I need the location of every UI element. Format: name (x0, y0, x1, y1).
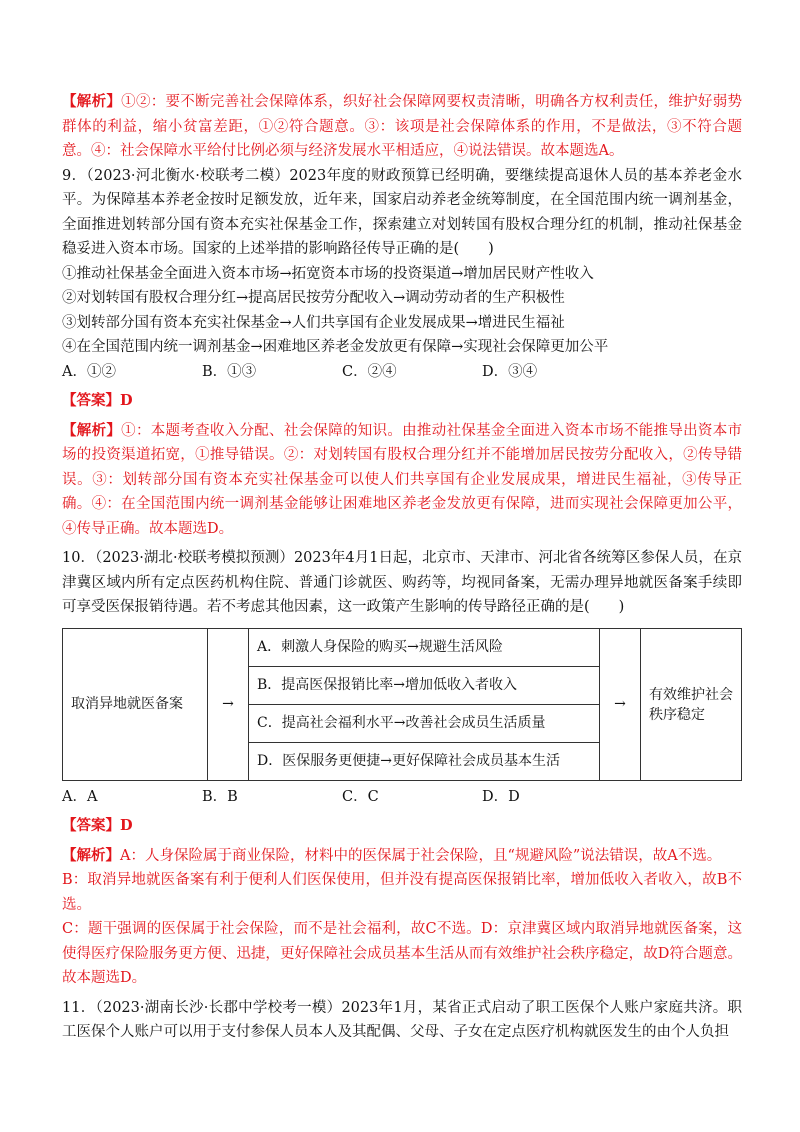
flow-option-b: B．提高医保报销比率→增加低收入者收入 (249, 667, 599, 705)
q9-choice-c: C．②④ (342, 363, 397, 380)
flow-options-cell (249, 628, 600, 780)
q10-choice-c: C．C (342, 788, 379, 805)
flow-arrow-1: → (208, 628, 249, 780)
q10-analysis-cd: C：题干强调的医保属于社会保险，而不是社会福利，故C不选。D：京津冀区域内取消异地就医备案，这使得医疗保险服务更方便、迅捷，更好保障社会成员基本生活从而有效维护社会秩序稳定，故D符合题意。故本题选D。 (62, 921, 742, 986)
flow-option-c: C．提高社会福利水平→改善社会成员生活质量 (249, 705, 599, 743)
q9-analysis (62, 419, 742, 542)
q11-stem: 11．（2023·湖南长沙·长郡中学校考一模）2023年1月，某省正式启动了职工医保个人账户家庭共济。职工医保个人账户可以用于支付参保人员本人及其配偶、父母、子女在定点医疗机构就医发生的由个人负担 (62, 999, 742, 1040)
q9-answer (62, 389, 742, 414)
answer-tag: 【答案】 (62, 392, 120, 409)
analysis-tag: 【解析】 (62, 93, 122, 110)
q9-answer-value: D (120, 392, 133, 409)
flow-option-d: D．医保服务更便捷→更好保障社会成员基本生活 (257, 752, 560, 769)
q10-flow-table (62, 628, 742, 781)
q10-answer-value: D (120, 817, 133, 834)
q10-answer (62, 814, 742, 839)
q9-item-2: ②对划转国有股权合理分红→提高居民按劳分配收入→调动劳动者的生产积极性 (62, 290, 565, 306)
q9-choice-d: D．③④ (482, 363, 538, 380)
q9-analysis-text: ①：本题考查收入分配、社会保障的知识。由推动社保基金全面进入资本市场不能推导出资本市场的投资渠道拓宽，①推导错误。②：对划转国有股权合理分红并不能增加居民按劳分配收入，②传导错误。③：划转部分国有资本充实社保基金可以使人们共享国有企业发展成果，增进民生福祉，③传导正确。④：在全国范围内统一调剂基金能够让困难地区养老金发放更有保障，进而实现社会保障更加公平，④传导正确。故本题选D。 (62, 422, 742, 537)
flow-end-cell: 有效维护社会秩序稳定 (641, 628, 742, 780)
answer-tag: 【答案】 (62, 817, 120, 834)
flow-option-a: A．刺激人身保险的购买→规避生活风险 (249, 629, 599, 667)
q9-item-4: ④在全国范围内统一调剂基金→困难地区养老金发放更有保障→实现社会保障更加公平 (62, 339, 609, 355)
q10-choice-b: B．B (202, 788, 238, 805)
q10-choices (62, 785, 742, 810)
q10-analysis-b: B：取消异地就医备案有利于便利人们医保使用，但并没有提高医保报销比率，增加低收入者收入，故B不选。 (62, 872, 742, 913)
q9-item-3: ③划转部分国有资本充实社保基金→人们共享国有企业发展成果→增进民生福祉 (62, 314, 565, 331)
q10-choice-a: A．A (62, 788, 98, 805)
document-page (62, 90, 742, 1045)
q9-choices (62, 360, 742, 385)
analysis-tag: 【解析】 (62, 421, 122, 439)
q8-analysis-text: ①②：要不断完善社会保障体系，织好社会保障网要权责清晰，明确各方权利责任，维护好弱势群体的利益，缩小贫富差距，①②符合题意。③：该项是社会保障体系的作用，不是做法，③不符合题意。④：社会保障水平给付比例必须与经济发展水平相适应，④说法错误。故本题选A。 (62, 94, 742, 159)
q9-choice-a: A．①② (62, 363, 116, 380)
analysis-tag: 【解析】 (62, 846, 120, 864)
q10-analysis-a (62, 844, 742, 869)
flow-arrow-2: → (600, 628, 641, 780)
q10-analysis-a-text: A：人身保险属于商业保险，材料中的医保属于社会保险，且“规避风险”说法错误，故A不选。 (120, 847, 722, 864)
flow-start-cell: 取消异地就医备案 (63, 628, 208, 780)
q9-item-1: ①推动社保基金全面进入资本市场→拓宽资本市场的投资渠道→增加居民财产性收入 (62, 265, 594, 282)
q10-choice-d: D．D (482, 788, 520, 805)
q10-stem: 10．（2023·湖北·校联考模拟预测）2023年4月1日起，北京市、天津市、河北省各统筹区参保人员，在京津冀区域内所有定点医药机构住院、普通门诊就医、购药等，均视同备案，无需办理异地就医备案手续即可享受医保报销待遇。若不考虑其他因素，这一政策产生影响的传导路径正确的是( ) (62, 550, 742, 615)
q9-choice-b: B．①③ (202, 363, 257, 380)
q8-analysis (62, 90, 742, 164)
q9-stem: 9．（2023·河北衡水·校联考二模）2023年度的财政预算已经明确，要继续提高退休人员的基本养老金水平。为保障基本养老金按时足额发放，近年来，国家启动养老金统筹制度，在全国范围内统一调剂基金，全面推进划转部分国有资本充实社保基金工作，探索建立对划转国有股权合理分红的机制，推动社保基金稳妥进入资本市场。国家的上述举措的影响路径传导正确的是( ) (62, 167, 742, 257)
